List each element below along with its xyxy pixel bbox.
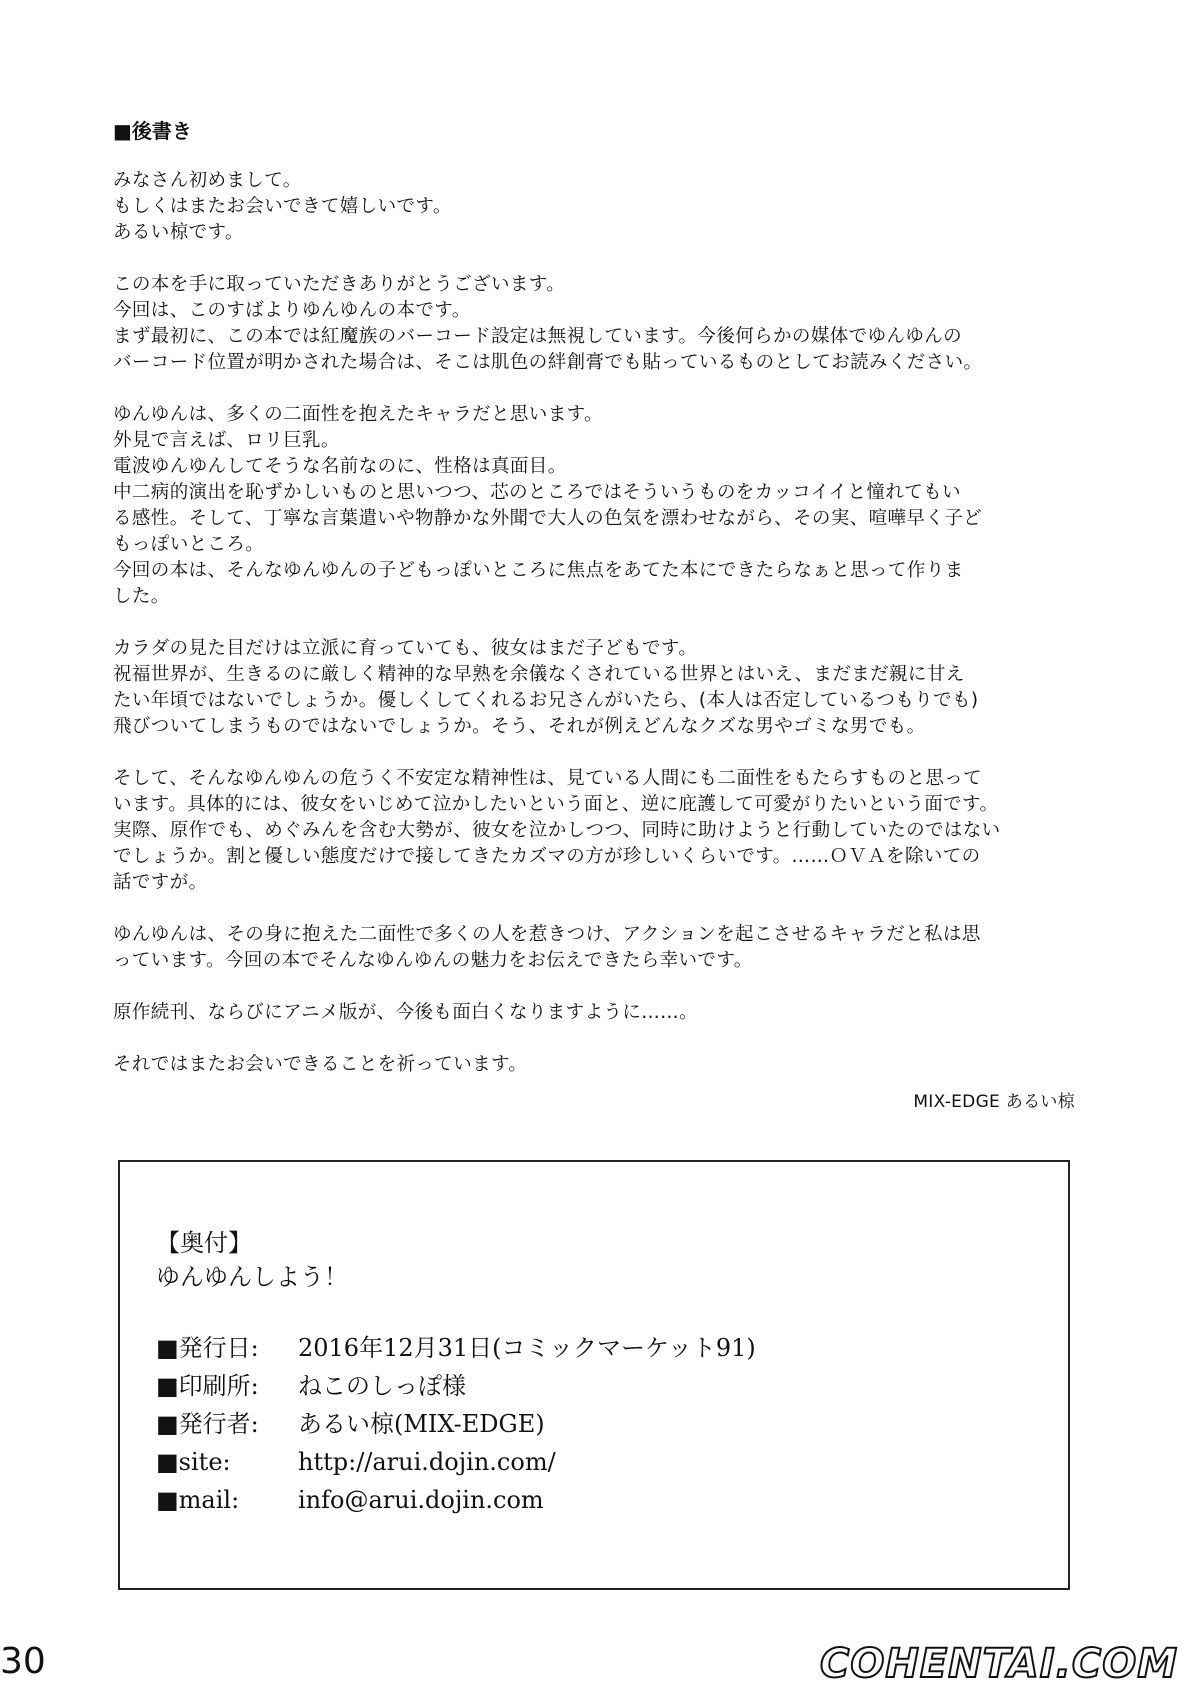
afterword-paragraph [113, 1052, 1123, 1078]
text-line: 電波ゆんゆんしてそうな名前なのに、性格は真面目。 [113, 456, 567, 477]
text-line: 実際、原作でも、めぐみんを含む大勢が、彼女を泣かしつつ、同時に助けようと行動していたのではない [113, 820, 1001, 841]
text-line: 話ですが。 [113, 872, 208, 893]
text-line: る感性。そして、丁寧な言葉遣いや物静かな外聞で大人の色気を漂わせながら、その実、喧嘩早く子ど [113, 508, 983, 529]
colophon-value: ねこのしっぽ様 [298, 1372, 466, 1400]
colophon-row-site [156, 1443, 756, 1481]
colophon-value: 2016年12月31日(コミックマーケット91) [298, 1334, 756, 1362]
text-line: もしくはまたお会いできて嬉しいです。 [113, 196, 452, 217]
text-line: います。具体的には、彼女をいじめて泣かしたいという面と、逆に庇護して可愛がりたいという面です。 [113, 794, 999, 815]
page-number: 30 [0, 1641, 46, 1682]
book-title: ゆんゆんしよう！ [156, 1263, 348, 1291]
text-line: カラダの見た目だけは立派に育っていても、彼女はまだ子どもです。 [113, 638, 698, 659]
text-line: ゆんゆんは、その身に抱えた二面性で多くの人を惹きつけ、アクションを起こさせるキャラだと私は思 [113, 924, 981, 945]
text-line: ゆんゆんは、多くの二面性を抱えたキャラだと思います。 [113, 404, 603, 425]
afterword-paragraph [113, 168, 1123, 246]
text-line: 祝福世界が、生きるのに厳しく精神的な早熟を余儀なくされている世界とはいえ、まだまだ親に甘え [113, 664, 965, 685]
colophon-value: あるい椋(MIX-EDGE) [298, 1410, 545, 1438]
colophon-content [156, 1226, 756, 1519]
colophon-row-publisher [156, 1405, 756, 1443]
colophon-row-mail [156, 1481, 756, 1519]
colophon-row-printer [156, 1367, 756, 1405]
colophon-row-publish-date [156, 1329, 756, 1367]
colophon-label: ■site: [156, 1448, 231, 1476]
afterword-paragraph [113, 766, 1123, 896]
colophon-label: ■mail: [156, 1486, 240, 1514]
site-url: http://arui.dojin.com/ [298, 1448, 556, 1476]
colophon-box [118, 1160, 1070, 1590]
text-line: 今回は、このすばよりゆんゆんの本です。 [113, 300, 471, 321]
text-line: 外見で言えば、ロリ巨乳。 [113, 430, 340, 451]
colophon-label: ■発行者: [156, 1410, 259, 1438]
watermark-logo: COHENTAI.COM [819, 1641, 1178, 1687]
text-line: 今回の本は、そんなゆんゆんの子どもっぽいところに焦点をあてた本にできたらなぁと思って作りま [113, 560, 964, 581]
text-line: この本を手に取っていただきありがとうございます。 [113, 274, 566, 295]
colophon-label: ■印刷所: [156, 1372, 259, 1400]
colophon-heading: 【奥付】 [156, 1229, 252, 1257]
afterword-heading: ■後書き [113, 119, 192, 143]
colophon-label: ■発行日: [156, 1334, 259, 1362]
text-line: もっぽいところ。 [113, 534, 265, 555]
email-address: info@arui.dojin.com [298, 1486, 544, 1514]
text-line: たい年頃ではないでしょうか。優しくしてくれるお兄さんがいたら、(本人は否定しているつもりでも) [113, 690, 979, 711]
text-line: それではまたお会いできることを祈っています。 [113, 1054, 528, 1075]
text-line: 原作続刊、ならびにアニメ版が、今後も面白くなりますように……。 [113, 1002, 698, 1023]
text-line: でしょうか。割と優しい態度だけで接してきたカズマの方が珍しいくらいです。……ＯＶＡを除いての [113, 846, 981, 867]
author-signature: MIX-EDGE あるい椋 [913, 1092, 1075, 1112]
afterword-paragraph [113, 272, 1123, 376]
text-line: 飛びついてしまうものではないでしょうか。そう、それが例えどんなクズな男やゴミな男でも。 [113, 716, 926, 737]
afterword-section [113, 118, 1123, 1104]
afterword-paragraph [113, 922, 1123, 974]
text-line: バーコード位置が明かされた場合は、そこは肌色の絆創膏でも貼っているものとしてお読みください。 [113, 352, 983, 373]
afterword-paragraph [113, 402, 1123, 610]
text-line: まず最初に、この本では紅魔族のバーコード設定は無視しています。今後何らかの媒体でゆんゆんの [113, 326, 963, 347]
text-line: そして、そんなゆんゆんの危うく不安定な精神性は、見ている人間にも二面性をもたらすものと思って [113, 768, 983, 789]
text-line: みなさん初めまして。 [113, 170, 302, 191]
text-line: した。 [113, 586, 170, 607]
text-line: あるい椋です。 [113, 222, 244, 243]
afterword-paragraph [113, 1000, 1123, 1026]
afterword-paragraph [113, 636, 1123, 740]
text-line: 中二病的演出を恥ずかしいものと思いつつ、芯のところではそういうものをカッコイイと憧れてもい [113, 482, 961, 503]
text-line: っています。今回の本でそんなゆんゆんの魅力をお伝えできたら幸いです。 [113, 950, 753, 971]
